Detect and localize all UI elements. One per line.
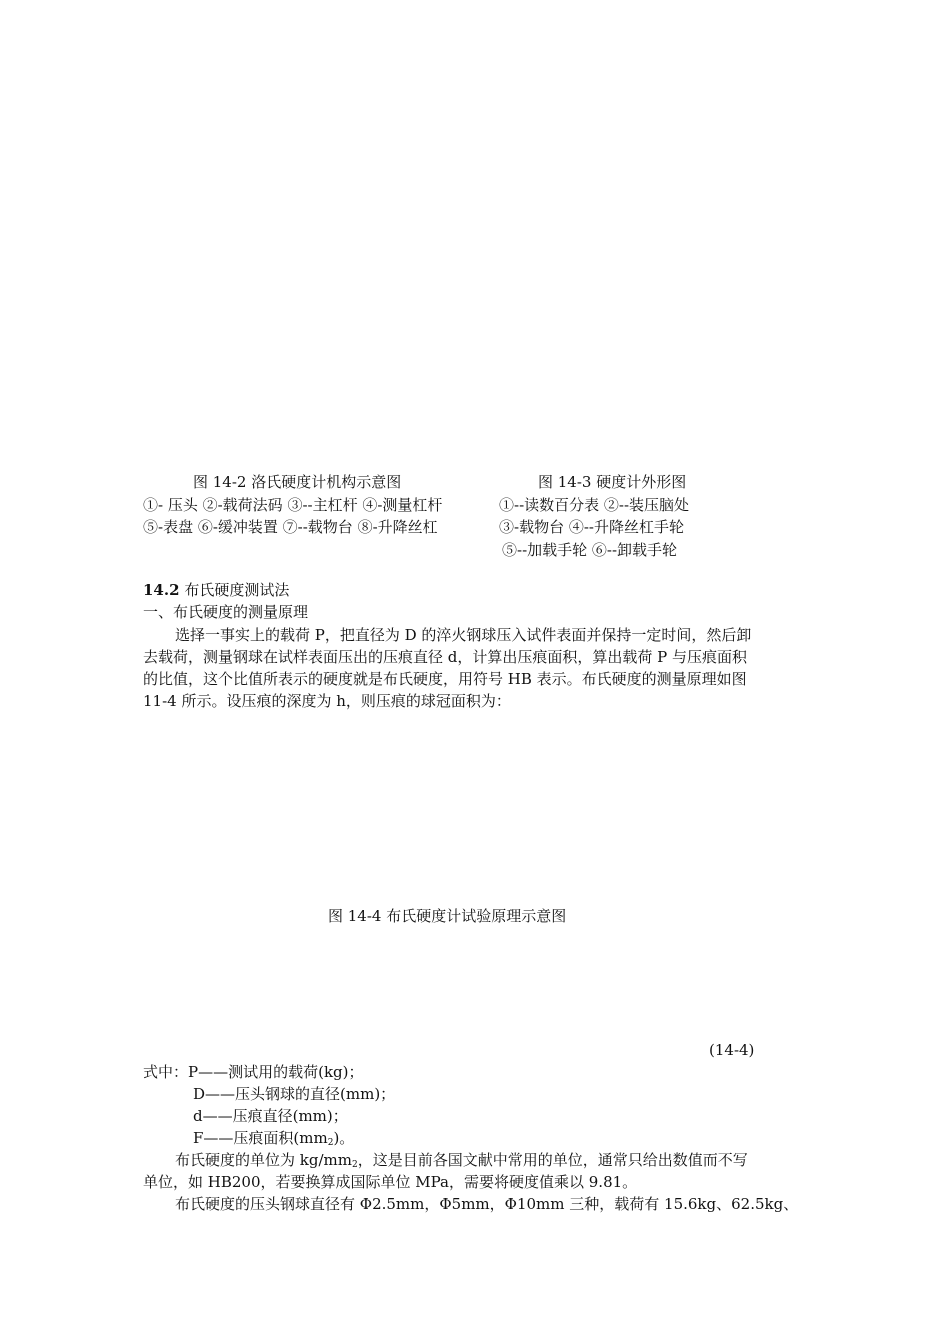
figure-14-3-legend-line-2: ③-载物台 ④--升降丝杠手轮 bbox=[499, 518, 684, 536]
definition-f bbox=[193, 1128, 354, 1151]
figure-14-2-legend-line-1: ①- 压头 ②-载荷法码 ③--主杠杆 ④-测量杠杆 bbox=[143, 496, 443, 514]
definition-p bbox=[143, 1062, 364, 1082]
definition-f-text: F——压痕面积(mm bbox=[193, 1129, 328, 1147]
figure-14-3-legend-line-1: ①--读数百分表 ②--装压脑处 bbox=[499, 496, 690, 514]
paragraph-1-line-4: 11-4 所示。设压痕的深度为 h，则压痕的球冠面积为： bbox=[143, 692, 511, 710]
section-title: 布氏硬度测试法 bbox=[184, 581, 290, 599]
paragraph-2-line-1-b: ，这是目前各国文献中常用的单位，通常只给出数值而不写 bbox=[357, 1151, 748, 1169]
figure-14-2-caption: 图 14-2 洛氏硬度计机构示意图 bbox=[193, 473, 402, 491]
paragraph-1-line-1: 选择一事实上的载荷 P，把直径为 D 的淬火钢球压入试件表面并保持一定时间，然后卸 bbox=[175, 626, 752, 644]
equation-number: (14-4) bbox=[709, 1041, 755, 1059]
definition-d-indent: d——压痕直径(mm)； bbox=[193, 1107, 348, 1125]
paragraph-2-exponent: 2 bbox=[351, 1160, 358, 1170]
definition-intro: 式中： bbox=[143, 1063, 189, 1081]
figure-14-3-caption: 图 14-3 硬度计外形图 bbox=[538, 473, 687, 491]
section-number: 14.2 bbox=[143, 581, 180, 599]
paragraph-3-line-1: 布氏硬度的压头钢球直径有 Φ2.5mm，Φ5mm，Φ10mm 三种，载荷有 15.6kg、62.5kg、 bbox=[175, 1195, 799, 1213]
definition-f-exponent: 2 bbox=[327, 1138, 334, 1148]
subheading: 一、布氏硬度的测量原理 bbox=[143, 603, 309, 621]
figure-14-3-legend-line-3: ⑤--加载手轮 ⑥--卸载手轮 bbox=[502, 541, 678, 559]
paragraph-2-line-1 bbox=[175, 1150, 748, 1173]
paragraph-2-line-2: 单位，如 HB200，若要换算成国际单位 MPa，需要将硬度值乘以 9.81。 bbox=[143, 1173, 638, 1191]
definition-p-text: P——测试用的载荷(kg)； bbox=[188, 1063, 364, 1081]
section-heading bbox=[143, 580, 289, 600]
definition-d-diameter: D——压头钢球的直径(mm)； bbox=[193, 1085, 396, 1103]
figure-14-4-caption: 图 14-4 布氏硬度计试验原理示意图 bbox=[328, 907, 567, 925]
paragraph-2-line-1-a: 布氏硬度的单位为 kg/mm bbox=[175, 1151, 352, 1169]
paragraph-1-line-3: 的比值，这个比值所表示的硬度就是布氏硬度，用符号 HB 表示。布氏硬度的测量原理如图 bbox=[143, 670, 747, 688]
figure-14-2-legend-line-2: ⑤-表盘 ⑥-缓冲装置 ⑦--载物台 ⑧-升降丝杠 bbox=[143, 518, 438, 536]
definition-f-end: )。 bbox=[333, 1129, 355, 1147]
paragraph-1-line-2: 去载荷，测量钢球在试样表面压出的压痕直径 d，计算出压痕面积，算出载荷 P 与压痕面积 bbox=[143, 648, 748, 666]
